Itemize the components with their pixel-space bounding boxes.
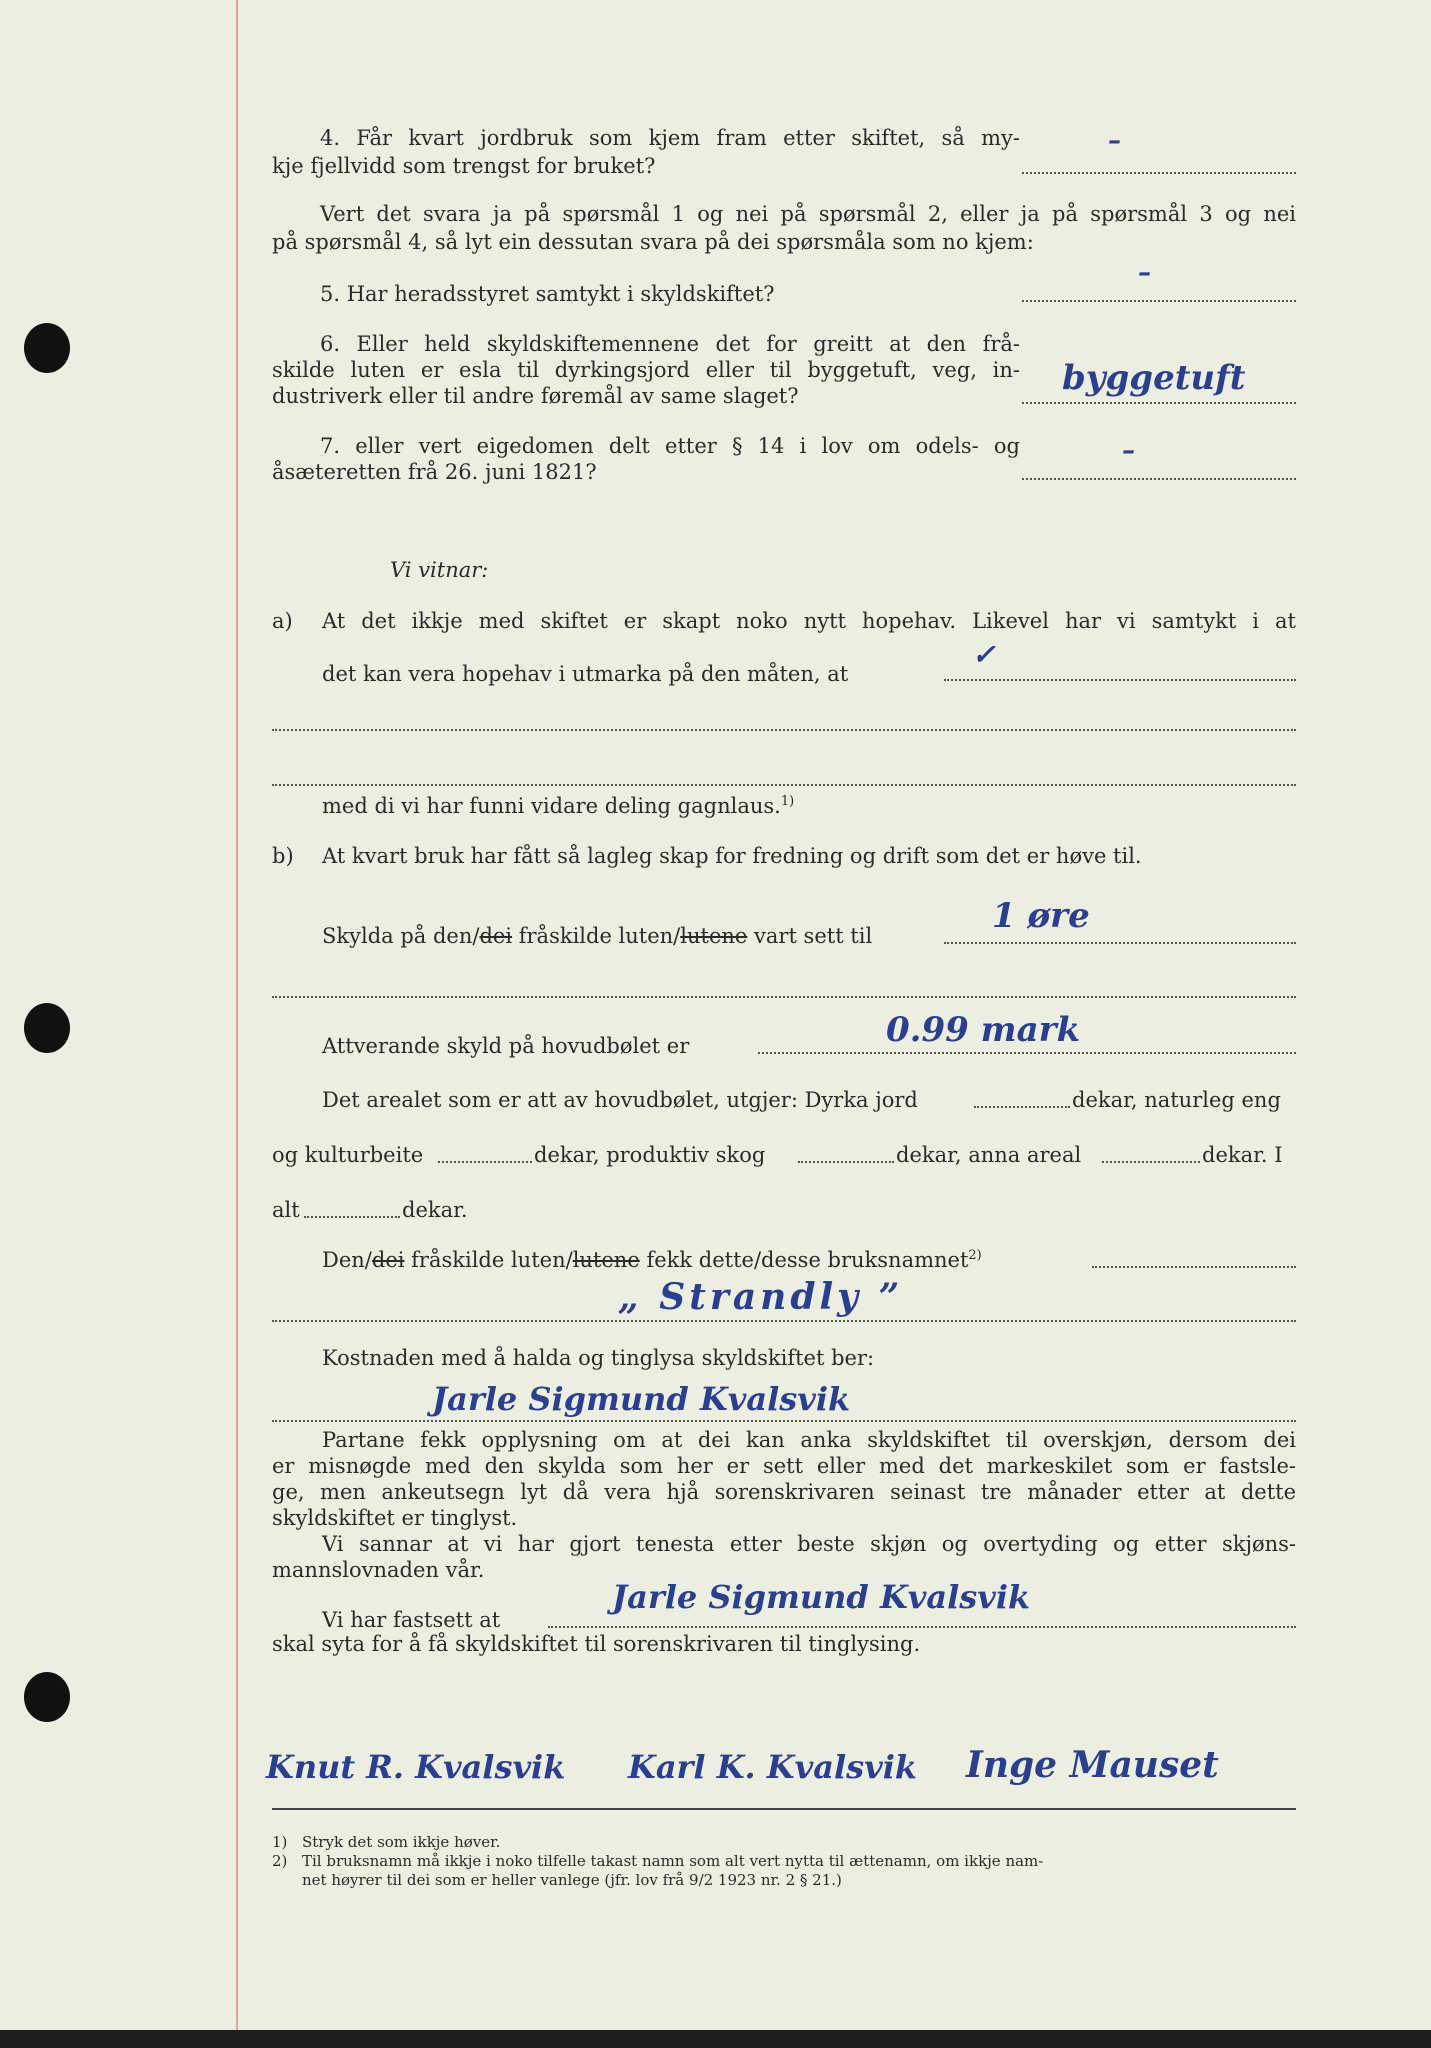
partane-line2: er misnøgde med den skylda som her er sett eller med det markeskilet som er fastsle- <box>272 1454 1296 1478</box>
punch-hole-bottom <box>24 1672 70 1722</box>
q7-answer: – <box>1122 436 1135 466</box>
footnote-1-text: Stryk det som ikkje høver. <box>302 1833 501 1851</box>
intro-line1: Vert det svara ja på spørsmål 1 og nei på spørsmål 2, eller ja på spørsmål 3 og nei <box>320 202 1296 226</box>
fastsett-value: Jarle Sigmund Kvalsvik <box>612 1578 1031 1616</box>
footnote-1-num: 1) <box>272 1833 288 1851</box>
q6-line3: dustriverk eller til andre føremål av same slaget? <box>272 384 799 408</box>
b-line: At kvart bruk har fått så lagleg skap for fredning og drift som det er høve til. <box>322 844 1142 868</box>
a-check-mark: ✓ <box>972 638 996 671</box>
attverande-label: Attverande skyld på hovudbølet er <box>322 1034 690 1058</box>
signature-2: Karl K. Kvalsvik <box>628 1748 918 1786</box>
q4-answer: – <box>1108 126 1121 156</box>
signature-rule <box>272 1808 1296 1810</box>
kostnad-text: Kostnaden med å halda og tinglysa skyldskiftet ber: <box>322 1346 875 1370</box>
sannar-line2: mannslovnaden vår. <box>272 1558 485 1582</box>
q4-line1: 4. Får kvart jordbruk som kjem fram etter skiftet, så my- <box>320 126 1020 150</box>
skyld-value: 1 øre <box>992 896 1090 936</box>
b-label: b) <box>272 844 294 868</box>
q6-line1: 6. Eller held skyldskiftemennene det for greitt at den frå- <box>320 332 1020 356</box>
q6-line2: skilde luten er esla til dyrkingsjord eller til byggetuft, veg, in- <box>272 358 1020 382</box>
namn-answer-line <box>1092 1266 1296 1268</box>
namn-rest: fekk dette/desse bruksnamnet <box>646 1248 969 1272</box>
footnote-2-num: 2) <box>272 1852 288 1870</box>
a-line2: det kan vera hopehav i utmarka på den måten, at <box>322 662 849 686</box>
areal-line1b: dekar, naturleg eng <box>1072 1088 1281 1112</box>
areal-line1a: Det arealet som er att av hovudbølet, utgjer: Dyrka jord <box>322 1088 918 1112</box>
skyld-answer-line <box>944 942 1296 944</box>
skyld-line <box>322 922 872 950</box>
namn-blank-line <box>272 1320 1296 1322</box>
footnote-2-line1: Til bruksnamn må ikkje i noko tilfelle takast namn som alt vert nytta til ættenamn, om ikkje nam- <box>302 1852 1044 1870</box>
punch-hole-top <box>24 323 70 373</box>
dyrka-jord-blank <box>974 1106 1070 1108</box>
q7-answer-line <box>1022 478 1296 480</box>
attverande-answer-line <box>758 1052 1296 1054</box>
a-blank-line-2 <box>272 784 1296 786</box>
skog-blank <box>798 1161 894 1163</box>
kostnad-answer-line <box>272 1420 1296 1422</box>
fastsett-line2: skal syta for å få skyldskiftet til sorenskrivaren til tinglysing. <box>272 1632 921 1656</box>
namn-fra: fråskilde luten/ <box>411 1248 573 1272</box>
a-blank-line-1 <box>272 729 1296 731</box>
q5-answer: – <box>1138 258 1151 288</box>
fastsett-answer-line <box>548 1626 1296 1628</box>
signature-3: Inge Mauset <box>966 1744 1219 1786</box>
margin-rule <box>236 0 238 2048</box>
a-end <box>322 792 794 820</box>
areal-line2b: dekar, produktiv skog <box>534 1143 766 1167</box>
skyld-fra: fråskilde luten/ <box>518 924 681 948</box>
footnote-ref-2: 2) <box>968 1248 982 1263</box>
namn-dei-struck: dei <box>371 1248 405 1272</box>
alt-blank <box>304 1216 400 1218</box>
skyld-den: Skylda på den/ <box>322 924 480 948</box>
a-end-text: med di vi har funni vidare deling gagnlaus. <box>322 794 781 818</box>
intro-line2: på spørsmål 4, så lyt ein dessutan svara på dei spørsmåla som no kjem: <box>272 230 1034 254</box>
anna-areal-blank <box>1102 1161 1200 1163</box>
sannar-line1: Vi sannar at vi har gjort tenesta etter beste skjøn og overtyding og etter skjøns- <box>322 1532 1296 1556</box>
skyld-lutene-struck: lutene <box>680 924 748 948</box>
namn-lutene-struck: lutene <box>572 1248 640 1272</box>
partane-line3: ge, men ankeutsegn lyt då vera hjå sorenskrivaren seinast tre månader etter at dette <box>272 1480 1296 1504</box>
fastsett-label: Vi har fastsett at <box>322 1608 501 1632</box>
punch-hole-middle <box>24 1003 70 1053</box>
a-answer-line <box>944 679 1296 681</box>
namn-den: Den/ <box>322 1248 372 1272</box>
a-label: a) <box>272 609 293 633</box>
signature-1: Knut R. Kvalsvik <box>266 1748 566 1786</box>
q6-answer-line <box>1022 402 1296 404</box>
q4-line2: kje fjellvidd som trengst for bruket? <box>272 154 656 178</box>
kulturbeite-blank <box>438 1161 532 1163</box>
areal-line2c: dekar, anna areal <box>896 1143 1082 1167</box>
namn-value: „ Strandly ” <box>618 1276 904 1318</box>
q7-line2: åsæteretten frå 26. juni 1821? <box>272 460 597 484</box>
vitnar-heading: Vi vitnar: <box>390 558 489 582</box>
skyld-dei-struck: dei <box>479 924 513 948</box>
areal-line3b: dekar. <box>402 1198 468 1222</box>
q5-text: 5. Har heradsstyret samtykt i skyldskiftet? <box>320 282 775 306</box>
q7-line1: 7. eller vert eigedomen delt etter § 14 i lov om odels- og <box>320 434 1020 458</box>
q6-answer: byggetuft <box>1062 358 1246 398</box>
skyld-blank-line <box>272 996 1296 998</box>
footnote-2-line2: net høyrer til dei som er heller vanlege (jfr. lov frå 9/2 1923 nr. 2 § 21.) <box>302 1871 842 1889</box>
partane-line4: skyldskiftet er tinglyst. <box>272 1506 518 1530</box>
skyld-vart: vart sett til <box>754 924 873 948</box>
partane-line1: Partane fekk opplysning om at dei kan anka skyldskiftet til overskjøn, dersom dei <box>322 1428 1296 1452</box>
namn-line <box>322 1246 982 1274</box>
areal-line3a: alt <box>272 1198 300 1222</box>
a-line1: At det ikkje med skiftet er skapt noko nytt hopehav. Likevel har vi samtykt i at <box>322 609 1296 633</box>
attverande-value: 0.99 mark <box>886 1010 1081 1050</box>
kostnad-value: Jarle Sigmund Kvalsvik <box>432 1380 851 1418</box>
q5-answer-line <box>1022 300 1296 302</box>
footnote-ref-1: 1) <box>780 794 795 809</box>
areal-line2a: og kulturbeite <box>272 1143 424 1167</box>
areal-line2d: dekar. I <box>1202 1143 1283 1167</box>
scan-edge <box>0 2030 1431 2048</box>
q4-answer-line <box>1022 172 1296 174</box>
